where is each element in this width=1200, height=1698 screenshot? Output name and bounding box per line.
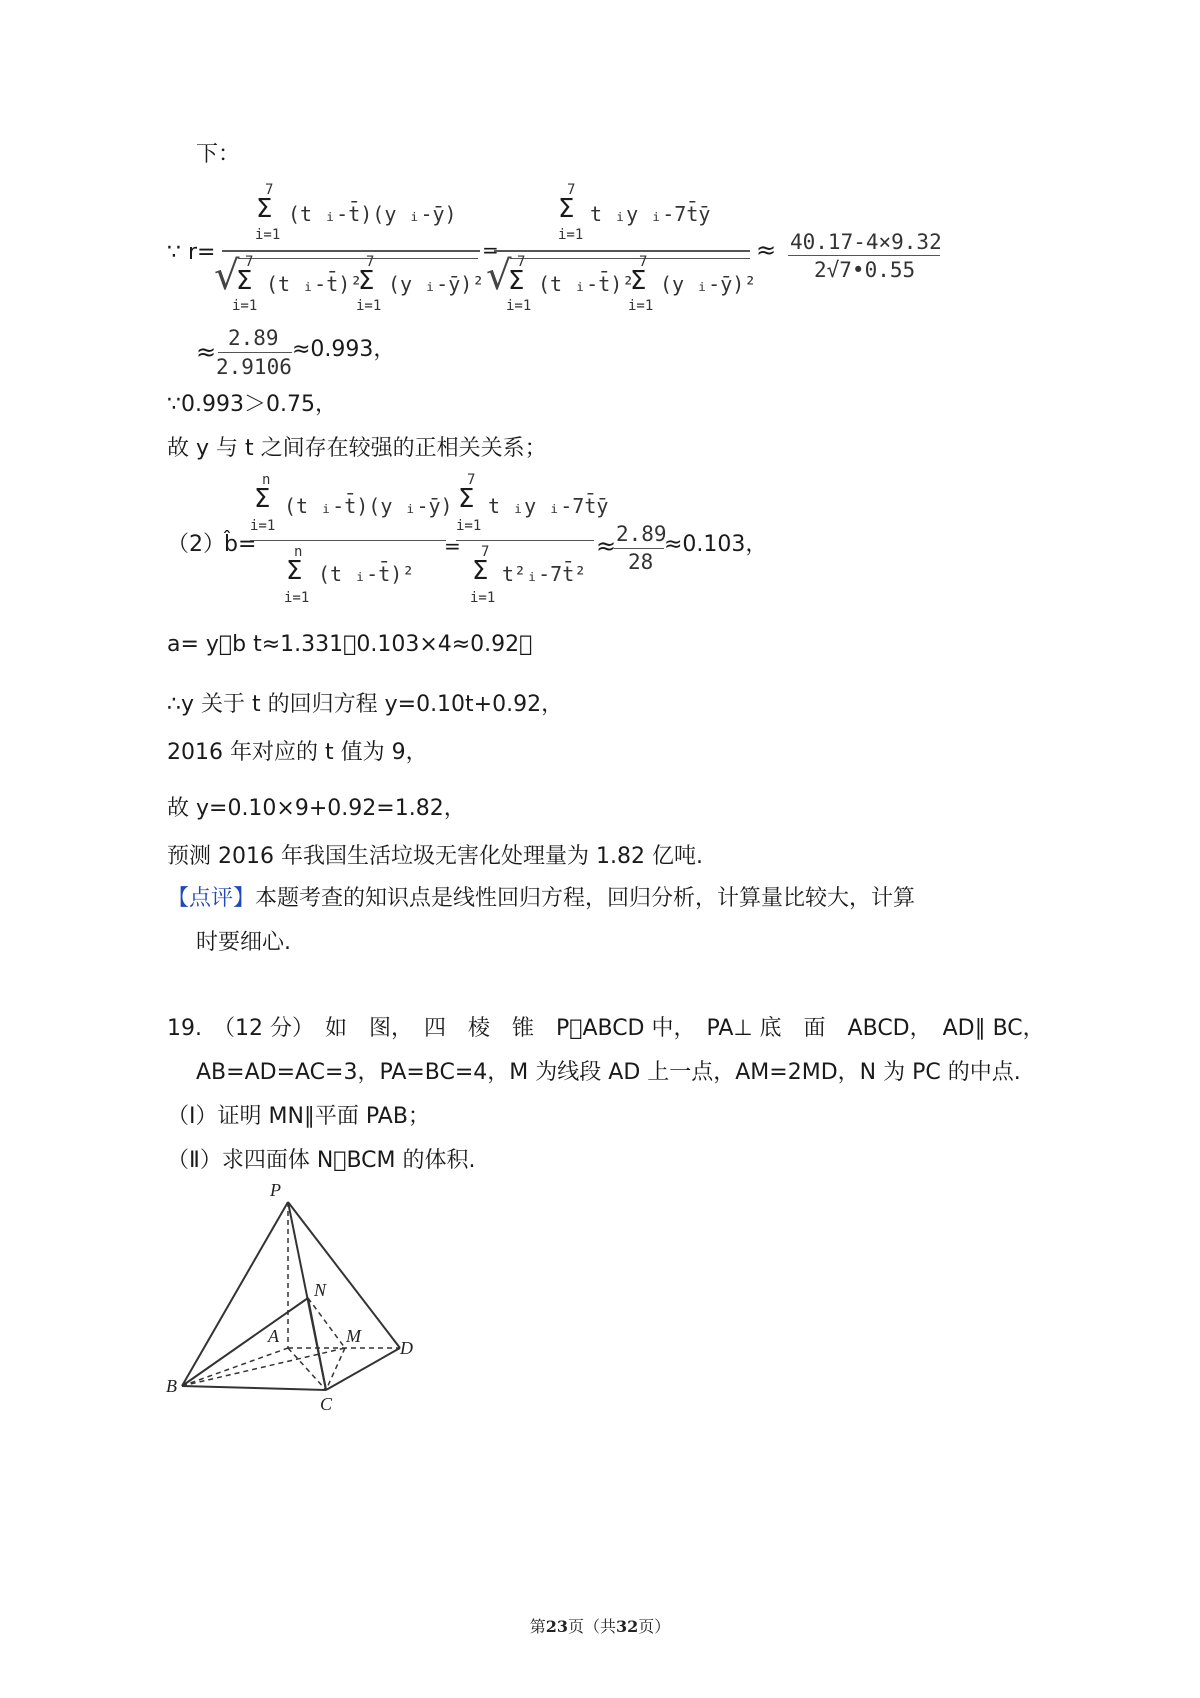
question-19-part-1: （Ⅰ）证明 MN∥平面 PAB；	[167, 1104, 430, 1129]
r-numerator-1: (t ᵢ-t̄)(y ᵢ-ȳ)	[288, 202, 457, 226]
r-numerator-2: t ᵢy ᵢ-7t̄ȳ	[590, 202, 711, 226]
b-fraction-denominator: 28	[628, 550, 654, 574]
fraction-bar	[494, 250, 750, 252]
sum-bottom-label: i=1	[628, 298, 654, 314]
r-denominator-part-1: (t ᵢ-t̄)²	[266, 272, 363, 296]
text-predicted-y: 故 y=0.10×9+0.92=1.82，	[167, 796, 466, 821]
sigma-symbol: Σ	[630, 266, 647, 296]
sigma-symbol: Σ	[286, 556, 303, 586]
sigma-symbol: Σ	[508, 266, 525, 296]
sqrt-bar	[510, 258, 750, 259]
vertex-label-C: C	[320, 1394, 333, 1414]
sum-bottom-label: i=1	[356, 298, 382, 314]
part-2-label: （2）	[167, 532, 225, 557]
sum-top-label: 7	[517, 254, 526, 270]
r-approx-denominator: 2.9106	[216, 355, 292, 379]
sum-top-label: n	[294, 544, 303, 560]
sum-top-label: 7	[265, 182, 274, 198]
text-conclusion-1: 故 y 与 t 之间存在较强的正相关关系；	[167, 436, 547, 461]
b-numerator-1: (t ᵢ-t̄)(y ᵢ-ȳ)	[284, 494, 453, 518]
sum-top-label: 7	[467, 472, 476, 488]
comment-paragraph	[167, 884, 915, 914]
vertex-label-P: P	[270, 1180, 281, 1200]
text-because-r: ∵ r=	[167, 240, 216, 265]
sigma-symbol: Σ	[254, 484, 271, 514]
equals-sign: =	[482, 238, 499, 262]
r-denominator-3: 2√7•0.55	[814, 258, 916, 282]
fraction-bar	[250, 540, 446, 541]
fraction-bar	[456, 540, 594, 541]
text-a-estimate: a= y b t≈1.331 0.103×4≈0.92，	[167, 632, 533, 657]
sigma-symbol: Σ	[558, 194, 575, 224]
sum-bottom-label: i=1	[284, 590, 310, 606]
vertex-label-D: D	[400, 1338, 413, 1358]
sum-bottom-label: i=1	[506, 298, 532, 314]
sigma-symbol: Σ	[256, 194, 273, 224]
question-19-part-2: （Ⅱ）求四面体 N BCM 的体积.	[167, 1148, 476, 1173]
sum-top-label: 7	[366, 254, 375, 270]
footer-page-number: 23	[545, 1617, 568, 1636]
approx-sign: ≈	[596, 532, 617, 560]
sum-bottom-label: i=1	[250, 518, 276, 534]
r-numerator-3: 40.17-4×9.32	[790, 230, 942, 254]
b-fraction-numerator: 2.89	[616, 522, 667, 546]
r-denominator-part-2: (y ᵢ-ȳ)²	[660, 272, 757, 296]
footer-suffix: 页）	[638, 1617, 671, 1636]
sqrt-bar	[238, 258, 478, 259]
b-result: ≈0.103，	[664, 532, 768, 557]
text-regression-equation: ∴y 关于 t 的回归方程 y=0.10t+0.92，	[167, 692, 564, 717]
sum-top-label: 7	[481, 544, 490, 560]
pyramid-figure	[160, 1180, 450, 1420]
sigma-symbol: Σ	[236, 266, 253, 296]
sigma-symbol: Σ	[358, 266, 375, 296]
sum-top-label: 7	[567, 182, 576, 198]
comment-tag: 【点评】	[167, 886, 256, 911]
b-denominator-2: t²ᵢ-7t̄²	[502, 562, 587, 586]
equals-sign: =	[444, 534, 461, 558]
question-19-line-1: 19. （12 分） 如 图， 四 棱 锥 P ABCD 中， PA⊥ 底 面 ABCD， AD∥ BC，	[167, 1016, 1045, 1041]
question-19-line-2: AB=AD=AC=3，PA=BC=4，M 为线段 AD 上一点，AM=2MD，N 为 PC 的中点.	[196, 1060, 1021, 1085]
text-xia: 下：	[196, 142, 241, 167]
comment-text-1: 本题考查的知识点是线性回归方程，回归分析，计算量比较大，计算	[255, 886, 916, 911]
r-denominator-part-2: (y ᵢ-ȳ)²	[388, 272, 485, 296]
r-approx-numerator: 2.89	[228, 326, 279, 350]
sum-bottom-label: i=1	[470, 590, 496, 606]
footer-prefix: 第	[529, 1617, 546, 1636]
r-denominator-part-1: (t ᵢ-t̄)²	[538, 272, 635, 296]
approx-sign: ≈	[756, 236, 777, 264]
fraction-bar	[614, 548, 664, 549]
footer-mid: 页（共	[567, 1617, 616, 1636]
sum-bottom-label: i=1	[232, 298, 258, 314]
sqrt-symbol: √	[214, 253, 240, 299]
b-hat-symbol: b̂=	[224, 532, 257, 557]
sum-bottom-label: i=1	[255, 227, 281, 243]
comment-text-2: 时要细心.	[196, 930, 291, 955]
b-numerator-2: t ᵢy ᵢ-7t̄ȳ	[488, 494, 609, 518]
fraction-bar	[222, 250, 480, 252]
b-denominator-1: (t ᵢ-t̄)²	[318, 562, 415, 586]
vertex-label-M: M	[346, 1326, 361, 1346]
fraction-bar	[218, 352, 292, 353]
text-t-value: 2016 年对应的 t 值为 9，	[167, 740, 428, 765]
text-because-comparison: ∵0.993＞0.75，	[167, 392, 337, 417]
sigma-symbol: Σ	[458, 484, 475, 514]
sum-top-label: n	[262, 472, 271, 488]
footer-total-pages: 32	[616, 1617, 639, 1636]
vertex-label-N: N	[314, 1280, 327, 1300]
fraction-bar	[788, 255, 940, 256]
vertex-label-B: B	[166, 1376, 177, 1396]
vertex-label-A: A	[268, 1326, 279, 1346]
approx-sign: ≈	[196, 338, 217, 366]
r-result: ≈0.993，	[292, 337, 396, 362]
sum-bottom-label: i=1	[456, 518, 482, 534]
page-footer	[0, 1614, 1200, 1637]
sum-bottom-label: i=1	[558, 227, 584, 243]
sum-top-label: 7	[245, 254, 254, 270]
sum-top-label: 7	[639, 254, 648, 270]
sigma-symbol: Σ	[472, 556, 489, 586]
sqrt-symbol: √	[486, 253, 512, 299]
text-prediction: 预测 2016 年我国生活垃圾无害化处理量为 1.82 亿吨.	[167, 844, 703, 869]
